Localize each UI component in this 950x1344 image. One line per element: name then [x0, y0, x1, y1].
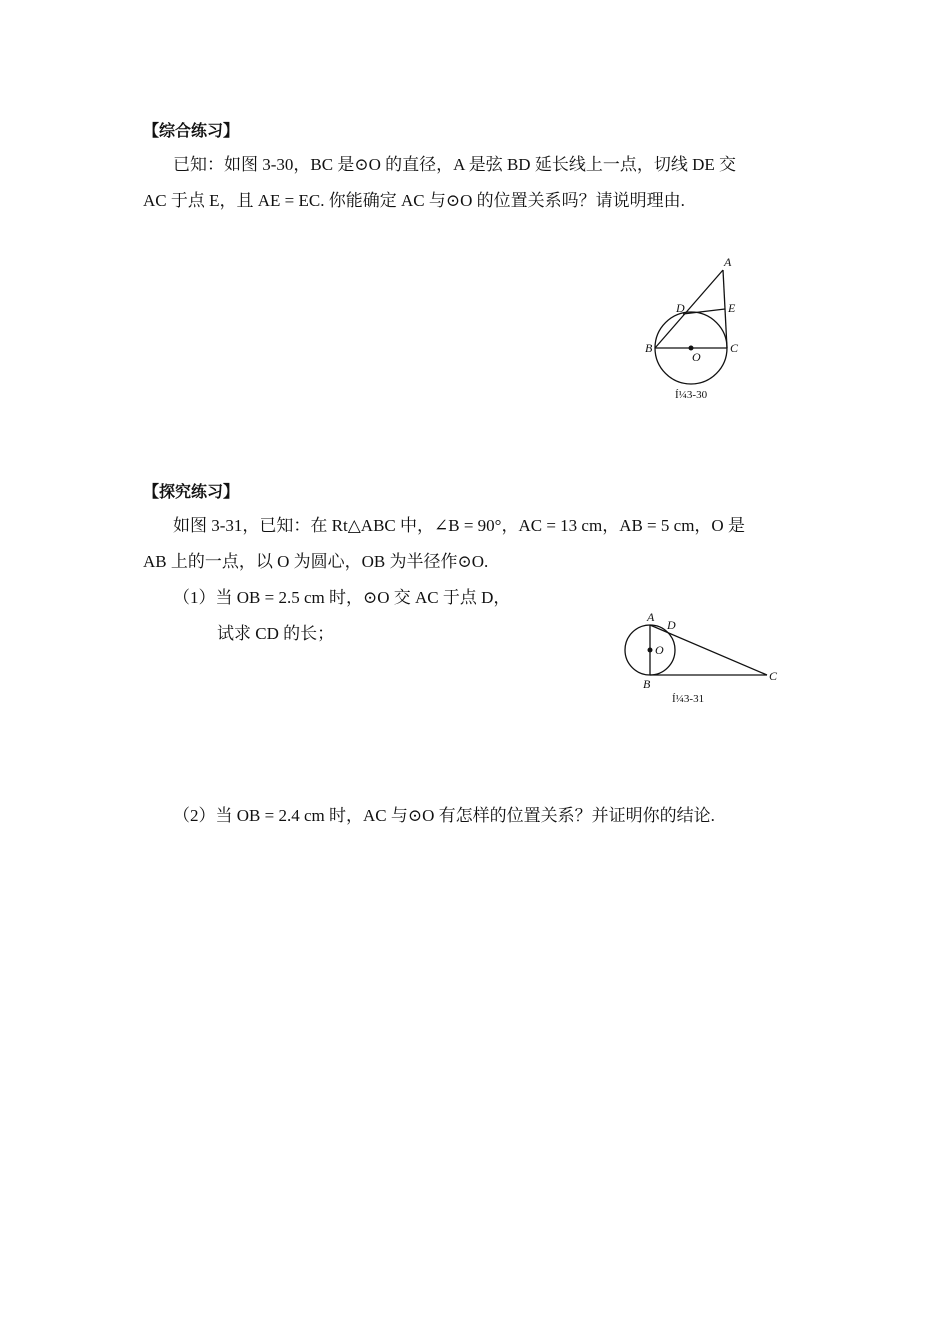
problem-text-line: AC 于点 E，且 AE = EC. 你能确定 AC 与⊙O 的位置关系吗？请说明理由.: [143, 191, 685, 210]
label-c: C: [730, 341, 739, 355]
problem-text-line: 已知：如图 3-30，BC 是⊙O 的直径，A 是弦 BD 延长线上一点，切线 DE 交: [173, 155, 736, 174]
label-b: B: [643, 677, 651, 691]
question-2-line: （2）当 OB = 2.4 cm 时，AC 与⊙O 有怎样的位置关系？并证明你的结论.: [173, 806, 715, 825]
figure-3-31: [615, 608, 790, 713]
center-point: [648, 648, 653, 653]
label-o: O: [655, 643, 664, 657]
section-heading-comprehensive: 【综合练习】: [143, 121, 240, 140]
figure-caption: Í¼3-30: [675, 389, 708, 401]
problem-text-line: AB 上的一点，以 O 为圆心，OB 为半径作⊙O.: [143, 552, 489, 571]
label-a: A: [724, 255, 732, 269]
label-d: D: [676, 301, 685, 315]
figure-caption: Í¼3-31: [672, 693, 705, 705]
label-e: E: [728, 301, 736, 315]
line-ba: [655, 270, 723, 348]
question-1-line: （1）当 OB = 2.5 cm 时，⊙O 交 AC 于点 D，: [173, 588, 511, 607]
figure-3-30: [640, 250, 750, 410]
label-d: D: [667, 618, 676, 632]
section-heading-exploration: 【探究练习】: [143, 482, 240, 501]
label-b: B: [645, 341, 653, 355]
label-o: O: [692, 350, 701, 364]
question-1-line: 试求 CD 的长；: [217, 624, 335, 643]
label-c: C: [769, 669, 778, 683]
problem-text-line: 如图 3-31，已知：在 Rt△ABC 中，∠B = 90°，AC = 13 cm，AB = 5 cm，O 是: [173, 516, 745, 535]
label-a: A: [647, 610, 655, 624]
